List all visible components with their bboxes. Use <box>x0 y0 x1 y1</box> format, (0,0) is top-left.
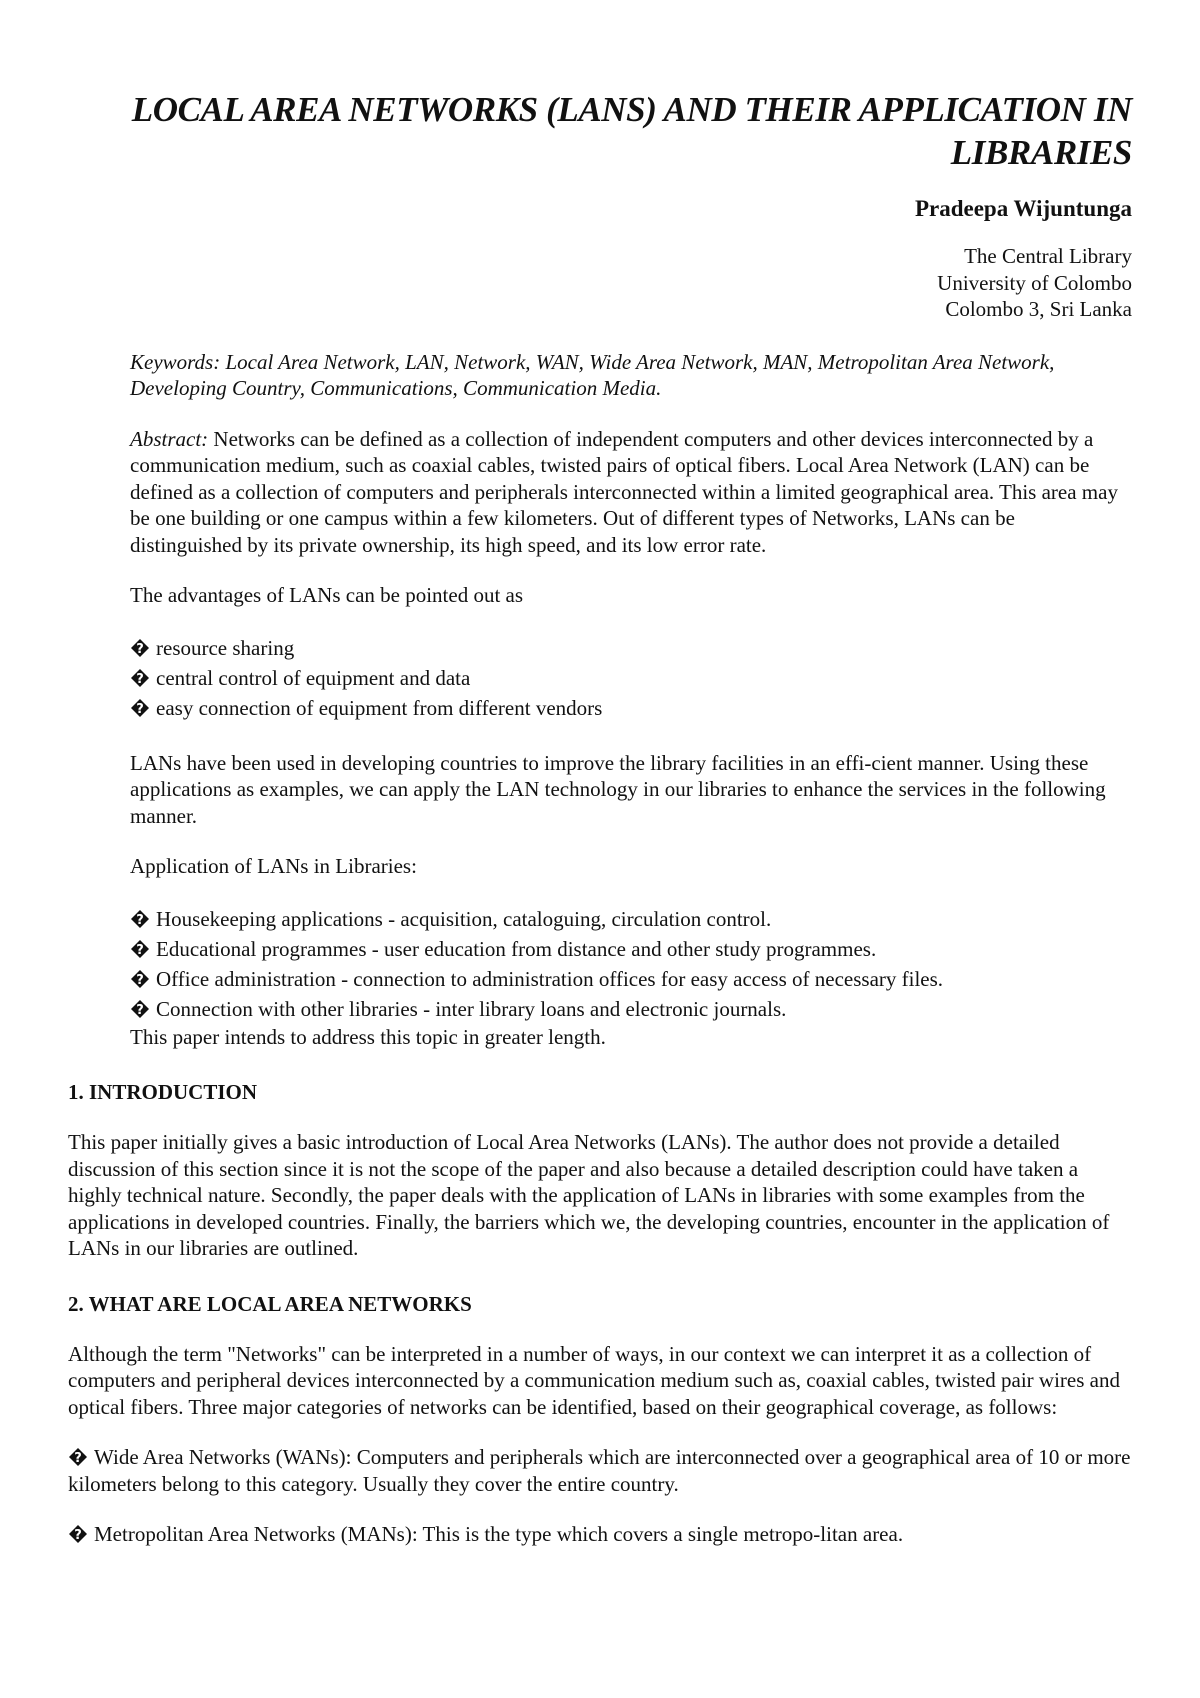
man-item <box>68 1521 1132 1548</box>
developing-paragraph: LANs have been used in developing countries to improve the library facilities in an effi-cient manner. Using these applications as examples, we can apply the LAN technology in our libraries to enhance the services in the following manner. <box>130 750 1106 828</box>
closing-line: This paper intends to address this topic in greater length. <box>130 1024 606 1049</box>
list-item <box>130 934 1132 964</box>
introduction-paragraph: This paper initially gives a basic introduction of Local Area Networks (LANs). The author does not provide a detailed discussion of this section since it is not the scope of the paper and also because a detailed description could have taken a highly technical nature. Secondly, the paper deals with the application of LANs in libraries with some examples from the applications in developed countries. Finally, the barriers which we, the developing countries, encounter in the application of LANs in our libraries are outlined. <box>68 1130 1110 1260</box>
svg-text:?: ? <box>136 641 144 657</box>
advantage-text: central control of equipment and data <box>156 665 471 690</box>
affiliation-line: The Central Library <box>964 244 1132 268</box>
wan-text: Wide Area Networks (WANs): Computers and peripherals which are interconnected over a geographical area of 10 or more kilometers belong to this category. Usually they cover the entire country. <box>68 1445 1131 1496</box>
replacement-glyph-icon <box>130 997 150 1017</box>
what-are-lans-paragraph: Although the term "Networks" can be interpreted in a number of ways, in our context we can interpret it as a collection of computers and peripheral devices interconnected by a communication medium such as, coaxial cables, twisted pair wires and optical fibers. Three major categories of networks can be identified, based on their geographical coverage, as follows: <box>68 1341 1120 1419</box>
replacement-glyph-icon <box>130 698 150 718</box>
section-heading-what-are-lans: 2. WHAT ARE LOCAL AREA NETWORKS <box>68 1291 472 1316</box>
affiliation-line: University of Colombo <box>937 270 1132 295</box>
list-item <box>130 904 1132 934</box>
author-name: Pradeepa Wijuntunga <box>914 196 1132 221</box>
list-item <box>130 663 1132 693</box>
keywords: Keywords: Local Area Network, LAN, Network, WAN, Wide Area Network, MAN, Metropolitan Area Network, Developing Country, Communications, Communication Media. <box>130 349 1055 400</box>
section-heading-introduction: 1. INTRODUCTION <box>68 1080 258 1104</box>
list-item <box>130 964 1132 994</box>
advantages-list <box>130 633 1132 723</box>
replacement-glyph-icon <box>68 1447 88 1467</box>
application-text: Housekeeping applications - acquisition, cataloguing, circulation control. <box>156 906 772 931</box>
list-item <box>130 994 1132 1024</box>
advantages-intro: The advantages of LANs can be pointed out as <box>130 583 524 607</box>
wan-item <box>68 1444 1132 1497</box>
svg-text:?: ? <box>74 1451 82 1466</box>
application-text: Office administration - connection to administration offices for easy access of necessary files. <box>156 966 944 991</box>
advantage-text: resource sharing <box>156 635 295 660</box>
advantage-text: easy connection of equipment from different vendors <box>156 695 603 720</box>
svg-text:?: ? <box>136 942 144 958</box>
svg-text:?: ? <box>136 671 144 687</box>
replacement-glyph-icon <box>130 967 150 987</box>
svg-text:?: ? <box>74 1528 82 1543</box>
abstract-label: Abstract: <box>130 426 209 451</box>
svg-text:?: ? <box>136 972 144 988</box>
svg-text:?: ? <box>136 701 144 717</box>
list-item <box>130 633 1132 663</box>
abstract <box>130 426 1132 559</box>
replacement-glyph-icon <box>130 668 150 688</box>
replacement-glyph-icon <box>130 907 150 927</box>
replacement-glyph-icon <box>68 1524 88 1544</box>
abstract-text: Networks can be defined as a collection of independent computers and other devices interconnected by a communication medium, such as coaxial cables, twisted pairs of optical fibers. Local Area Network (LAN) can be defined as a collection of computers and peripherals interconnected within a limited geographical area. This area may be one building or one campus within a few kilometers. Out of different types of Networks, LANs can be distinguished by its private ownership, its high speed, and its low error rate. <box>130 426 1118 557</box>
replacement-glyph-icon <box>130 638 150 658</box>
abstract-block <box>130 349 1132 1051</box>
svg-text:?: ? <box>136 1002 144 1018</box>
man-text: Metropolitan Area Networks (MANs): This is the type which covers a single metropo-litan area. <box>94 1522 904 1546</box>
svg-text:?: ? <box>136 912 144 928</box>
affiliation <box>68 243 1132 323</box>
list-item <box>130 693 1132 723</box>
applications-intro: Application of LANs in Libraries: <box>130 854 417 878</box>
replacement-glyph-icon <box>130 937 150 957</box>
application-text: Connection with other libraries - inter library loans and electronic journals. <box>156 996 787 1021</box>
applications-list <box>130 904 1132 1024</box>
application-text: Educational programmes - user education from distance and other study programmes. <box>156 936 877 961</box>
paper-title: LOCAL AREA NETWORKS (LANS) AND THEIR APPLICATION IN LIBRARIES <box>131 90 1132 172</box>
affiliation-line: Colombo 3, Sri Lanka <box>945 297 1132 321</box>
